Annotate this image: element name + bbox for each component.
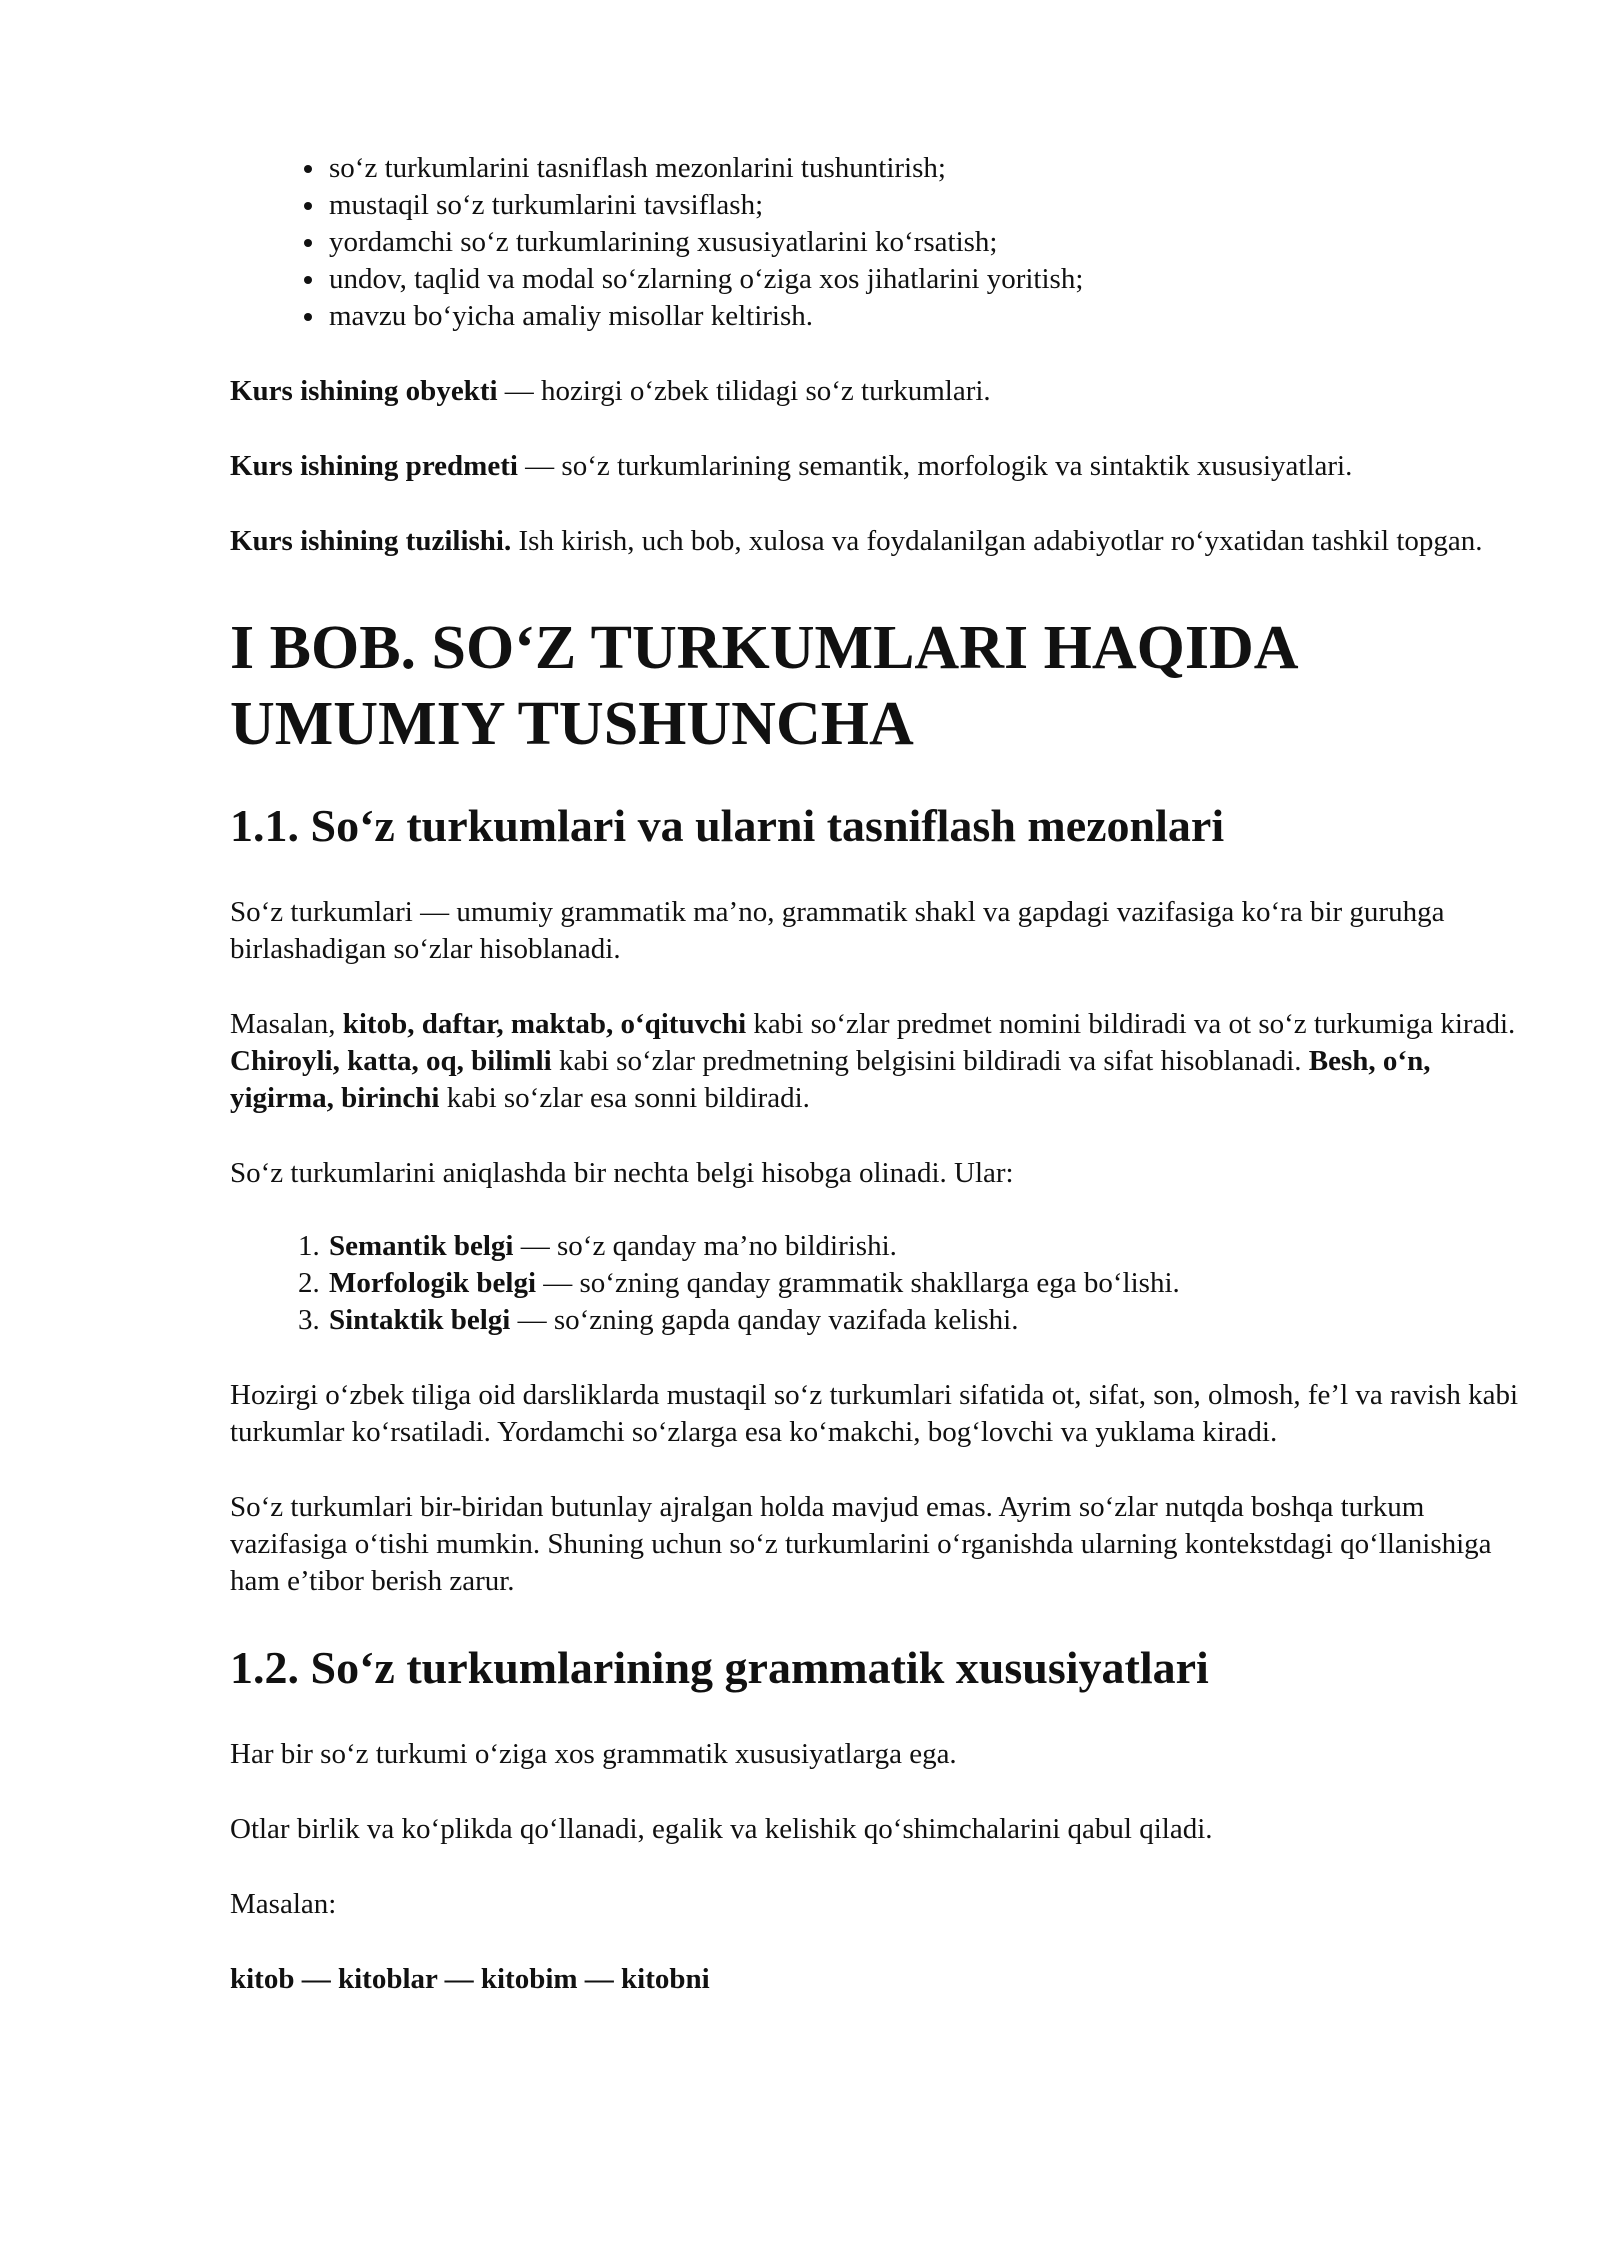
- sign-text: — so‘z qanday ma’no bildirishi.: [513, 1230, 897, 1262]
- list-item: • yordamchi so‘z turkumlarining xususiyatlarini ko‘rsatish;: [327, 224, 1520, 261]
- structure-paragraph: [230, 523, 1520, 560]
- sign-text: — so‘zning qanday grammatik shakllarga ega bo‘lishi.: [536, 1267, 1180, 1299]
- bold-examples-nouns: kitob, daftar, maktab, o‘qituvchi: [342, 1008, 747, 1040]
- example-paragraph: [230, 1961, 1520, 1998]
- section-2-title: 1.2. So‘z turkumlarining grammatik xususiyatlari: [230, 1642, 1209, 1693]
- list-item: • undov, taqlid va modal so‘zlarning o‘ziga xos jihatlarini yoritish;: [327, 261, 1520, 298]
- sign-label: Semantik belgi: [329, 1230, 514, 1262]
- object-paragraph: [230, 373, 1520, 410]
- section-1-paragraph-3: So‘z turkumlarini aniqlashda bir nechta belgi hisobga olinadi. Ular:: [230, 1157, 1014, 1189]
- list-item: [327, 1265, 1520, 1302]
- section-2-paragraph-1: Har bir so‘z turkumi o‘ziga xos grammatik xususiyatlarga ega.: [230, 1738, 957, 1770]
- structure-label: Kurs ishining tuzilishi.: [230, 525, 512, 557]
- text-run: kabi so‘zlar predmetning belgisini bildiradi va sifat hisoblanadi.: [551, 1045, 1309, 1077]
- example-forms: kitob — kitoblar — kitobim — kitobni: [230, 1963, 710, 1995]
- list-item: [327, 1302, 1520, 1339]
- section-2-paragraph-3: Masalan:: [230, 1888, 337, 1920]
- section-2-paragraph-2: Otlar birlik va ko‘plikda qo‘llanadi, egalik va kelishik qo‘shimchalarini qabul qiladi.: [230, 1813, 1213, 1845]
- sign-label: Morfologik belgi: [329, 1267, 537, 1299]
- list-item: • so‘z turkumlarini tasniflash mezonlarini tushuntirish;: [327, 150, 1520, 187]
- text-run: kabi so‘zlar esa sonni bildiradi.: [439, 1082, 810, 1114]
- subject-paragraph: [230, 448, 1520, 485]
- object-text: — hozirgi o‘zbek tilidagi so‘z turkumlari.: [497, 375, 991, 407]
- structure-text: Ish kirish, uch bob, xulosa va foydalanilgan adabiyotlar ro‘yxatidan tashkil topgan.: [511, 525, 1483, 557]
- signs-list: [230, 1228, 1520, 1339]
- list-item: [327, 1228, 1520, 1265]
- text-run: kabi so‘zlar predmet nomini bildiradi va ot so‘z turkumiga kiradi.: [746, 1008, 1516, 1040]
- bold-examples-numerals: Besh, o‘n, yigirma, birinchi: [230, 1045, 1431, 1114]
- section-1-title: 1.1. So‘z turkumlari va ularni tasniflash mezonlari: [230, 800, 1225, 851]
- object-label: Kurs ishining obyekti: [230, 375, 498, 407]
- document-body: [230, 150, 1520, 2036]
- section-1-paragraph-4: Hozirgi o‘zbek tiliga oid darsliklarda mustaqil so‘z turkumlari sifatida ot, sifat, son, olmosh, fe’l va ravish kabi turkumlar ko‘rsatiladi. Yordamchi so‘zlarga esa ko‘makchi, bog‘lovchi va yuklama kiradi.: [230, 1379, 1519, 1448]
- sign-text: — so‘zning gapda qanday vazifada kelishi.: [510, 1304, 1019, 1336]
- section-1-paragraph-5: So‘z turkumlari bir-biridan butunlay ajralgan holda mavjud emas. Ayrim so‘zlar nutqda boshqa turkum vazifasiga o‘tishi mumkin. Shuning uchun so‘z turkumlarini o‘rganishda ularning kontekstdagi qo‘llanishiga ham e’tibor berish zarur.: [230, 1491, 1492, 1597]
- subject-text: — so‘z turkumlarining semantik, morfologik va sintaktik xususiyatlari.: [517, 450, 1353, 482]
- chapter-title: I BOB. SO‘Z TURKUMLARI HAQIDA UMUMIY TUSHUNCHA: [230, 614, 1296, 758]
- goals-list: [230, 150, 1520, 335]
- subject-label: Kurs ishining predmeti: [230, 450, 518, 482]
- list-item: • mustaqil so‘z turkumlarini tavsiflash;: [327, 187, 1520, 224]
- list-item: • mavzu bo‘yicha amaliy misollar keltirish.: [327, 298, 1520, 335]
- text-run: Masalan,: [230, 1008, 343, 1040]
- section-1-paragraph-1: So‘z turkumlari — umumiy grammatik ma’no, grammatik shakl va gapdagi vazifasiga ko‘ra bir guruhga birlashadigan so‘zlar hisoblanadi.: [230, 896, 1445, 965]
- sign-label: Sintaktik belgi: [329, 1304, 511, 1336]
- bold-examples-adjectives: Chiroyli, katta, oq, bilimli: [230, 1045, 552, 1077]
- section-1-paragraph-2: [230, 1006, 1520, 1117]
